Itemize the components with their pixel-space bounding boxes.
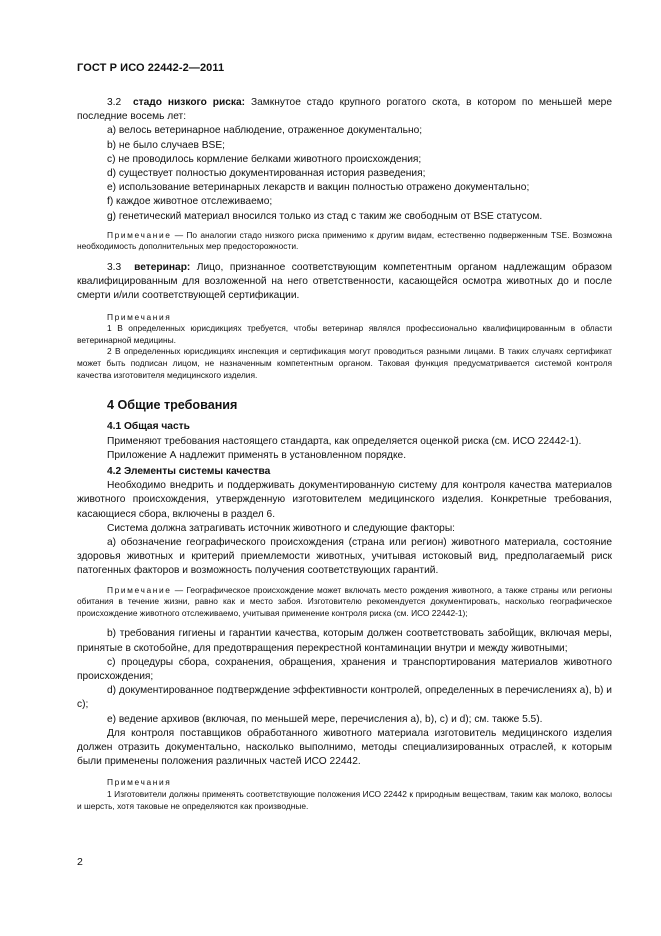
definition-text: Замкнутое стадо крупного рогатого скота, в котором по меньшей мере последние восемь лет: (77, 97, 612, 123)
list-item: b) не было случаев BSE; (107, 139, 225, 151)
list-item: e) ведение архивов (включая, по меньшей мере, перечисления a), b), c) и d); см. также 5.5). (107, 713, 543, 725)
definition-number: 3.2 (107, 97, 122, 108)
list-item: d) документированное подтверждение эффективности контролей, определенных в перечислениях a), b) и c); (77, 685, 612, 711)
subsection-4-1-heading: 4.1 Общая часть (107, 421, 190, 433)
document-code-header: ГОСТ Р ИСО 22442-2—2011 (77, 62, 225, 74)
page-number: 2 (77, 856, 83, 868)
note-text: — Географическое происхождение может включать место рождения животного, а также страны или регионы обитания в течение жизни, равно как и место забоя. Изготовителю рекомендуется документировать, насколько географическое происхождение животного отслеживаемо, учитывая применение контроля риска (см. ИСО 22442-1); (77, 584, 612, 618)
definition-text: Лицо, признанное соответствующим компетентным органом надлежащим образом квалифицированным для возложенной на него ответственности, касающейся осмотра животных до и после смерти и/или соответствующей сертификации. (77, 262, 612, 302)
paragraph: Применяют требования настоящего стандарта, как определяется оценкой риска (см. ИСО 22442-1). (107, 435, 582, 447)
notes-label: Примечания (107, 311, 172, 322)
list-item: g) генетический материал вносился только из стад с таким же свободным от BSE статусом. (107, 210, 543, 222)
note-label: Примечание (107, 229, 172, 240)
section-4-heading: 4 Общие требования (107, 398, 238, 413)
notes-label: Примечания (107, 777, 172, 788)
list-item: e) использование ветеринарных лекарств и вакцин полностью отражено документально; (107, 182, 530, 194)
note-4-2 (77, 585, 612, 620)
list-item: c) не проводилось кормление белками животного происхождения; (107, 153, 422, 165)
definition-3-3 (77, 261, 612, 304)
note-item: 1 Изготовители должны применять соответствующие положения ИСО 22442 к природным веществам, таким как молоко, волосы и шерсть, хотя таковые не определяются как производные. (77, 789, 612, 811)
note-text: — По аналогии стадо низкого риска применимо к другим видам, естественно подверженным TSE. Возможна необходимость дополнительных мер предосторожности. (77, 229, 612, 252)
paragraph: Система должна затрагивать источник животного и следующие факторы: (107, 522, 455, 534)
definition-3-2 (77, 96, 612, 124)
definition-number: 3.3 (107, 262, 122, 274)
list-item: c) процедуры сбора, сохранения, обращения, хранения и транспортирования материалов животного происхождения; (77, 656, 612, 683)
subsection-4-2-heading: 4.2 Элементы системы качества (107, 466, 271, 477)
list-item: a) обозначение географического происхождения (страна или регион) животного материала, состояние здоровья животных и критерий приемлемости животных, учитывая истоковый вид, предполагаемый риск патогенных факторов и возможность получения соответствующих гарантий. (77, 537, 612, 577)
note-item: 2 В определенных юрисдикциях инспекция и сертификация могут проводиться разными лицами. В таких случаях сертификат может быть подписан лицом, не назначенным компетентным органом. Таковая функция предусматривается системой контроля качества изготовителя медицинского изделия. (77, 346, 612, 380)
paragraph: Для контроля поставщиков обработанного животного материала изготовитель медицинского изделия должен отразить документально, насколько выполнимо, методы специализированных отраслей, к которым были применены положения различных частей ИСО 22442. (77, 727, 612, 768)
paragraph: Приложение А надлежит применять в установленном порядке. (107, 449, 407, 461)
definition-term: ветеринар: (134, 262, 191, 274)
list-item: b) требования гигиены и гарантии качества, которым должен соответствовать забойщик, включая меры, принятые в скотобойне, для предотвращения перекрестной контаминации внутри и между животными; (77, 628, 612, 654)
paragraph: Необходимо внедрить и поддерживать документированную систему для контроля качества материалов животного происхождения, утвержденную изготовителем медицинского изделия. Конкретные требования, касающиеся сбора, включены в раздел 6. (77, 480, 612, 520)
page-body (77, 96, 612, 812)
note-label: Примечание (107, 584, 172, 595)
list-item: a) велось ветеринарное наблюдение, отраженное документально; (107, 125, 423, 137)
definition-term: стадо низкого риска: (132, 97, 246, 108)
list-item: d) существует полностью документированная история разведения; (107, 168, 426, 180)
list-item: f) каждое животное отслеживаемо; (107, 196, 273, 208)
note-3-2 (77, 230, 612, 253)
note-item: 1 В определенных юрисдикциях требуется, чтобы ветеринар являлся профессионально квалифицированным в области ветеринарной медицины. (77, 323, 612, 345)
